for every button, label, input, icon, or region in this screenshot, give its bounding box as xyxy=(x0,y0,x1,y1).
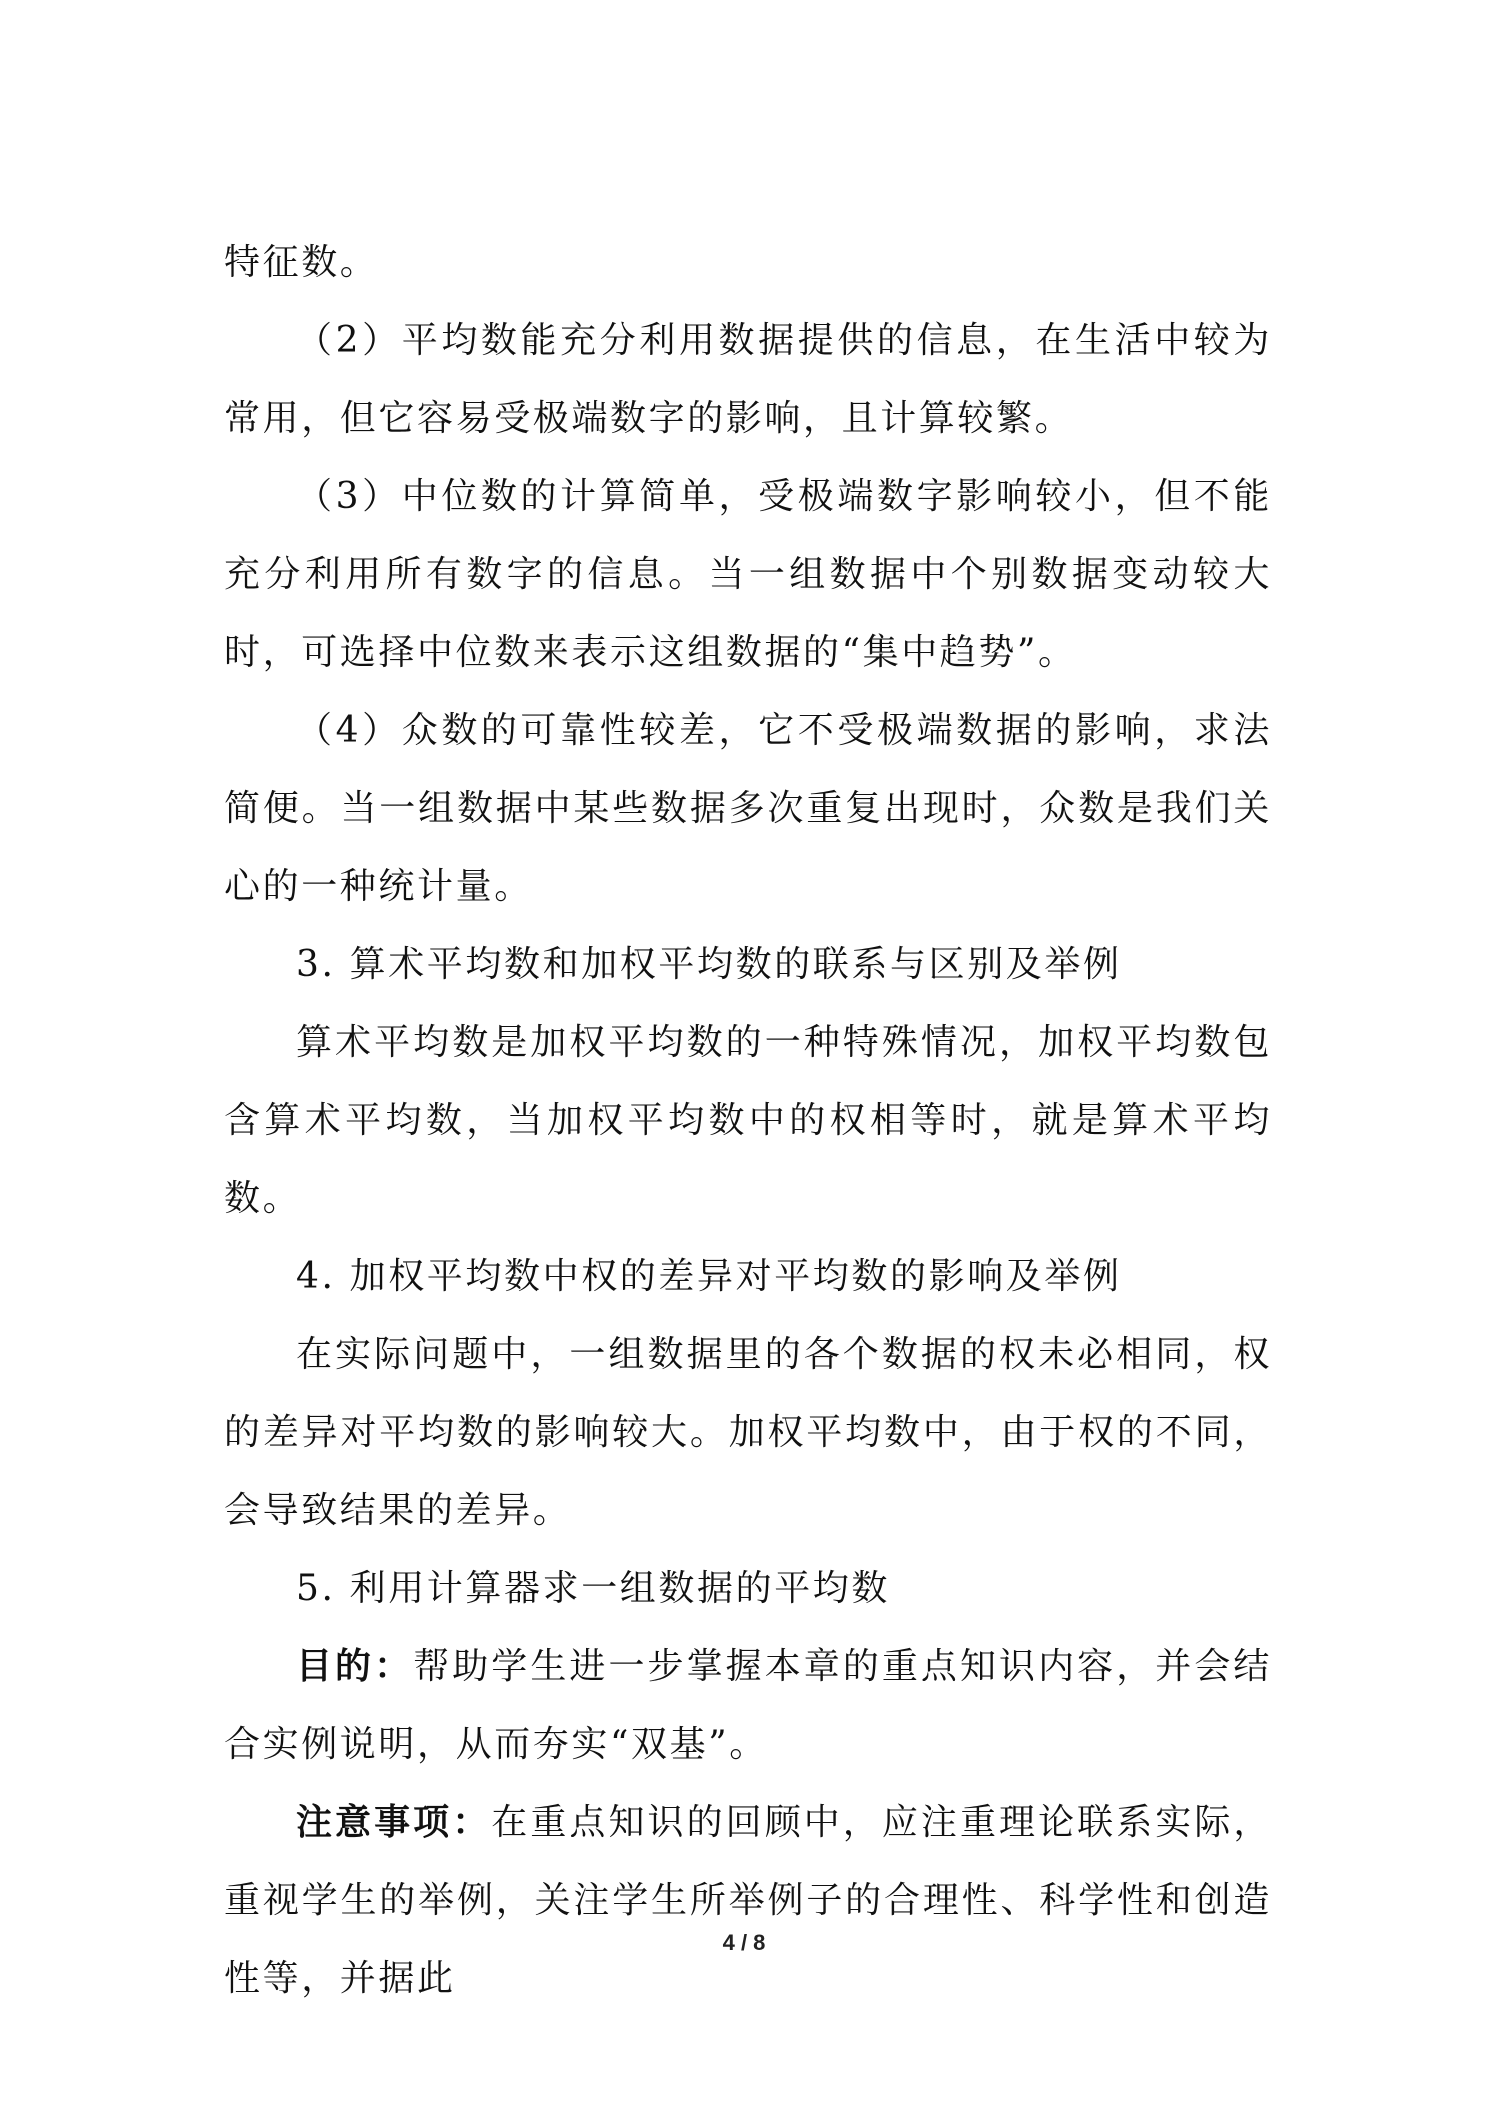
paragraph-weight-difference: 在实际问题中，一组数据里的各个数据的权未必相同，权的差异对平均数的影响较大。加权平均数中，由于权的不同，会导致结果的差异。 xyxy=(224,1334,1272,1531)
page-number: 4 / 8 xyxy=(722,1930,766,1955)
paragraph-median: （3）中位数的计算简单，受极端数字影响较小，但不能充分利用所有数字的信息。当一组数据中个别数据变动较大时，可选择中位数来表示这组数据的“集中趋势”。 xyxy=(224,476,1272,673)
note-text: 在重点知识的回顾中，应注重理论联系实际，重视学生的举例，关注学生所举例子的合理性、科学性和创造性等，并据此 xyxy=(224,1802,1272,1999)
document-body xyxy=(224,224,1272,2018)
paragraph-arithmetic-weighted: 算术平均数是加权平均数的一种特殊情况，加权平均数包含算术平均数，当加权平均数中的权相等时，就是算术平均数。 xyxy=(224,1022,1272,1219)
paragraph-feature-number: 特征数。 xyxy=(224,242,379,283)
purpose-text: 帮助学生进一步掌握本章的重点知识内容，并会结合实例说明，从而夯实“双基”。 xyxy=(224,1646,1272,1765)
paragraph-purpose xyxy=(224,1628,1272,1784)
note-label: 注意事项： xyxy=(296,1802,492,1843)
heading-calculator: 5. 利用计算器求一组数据的平均数 xyxy=(296,1568,890,1609)
heading-arithmetic-weighted: 3. 算术平均数和加权平均数的联系与区别及举例 xyxy=(296,944,1122,985)
purpose-label: 目的： xyxy=(296,1646,414,1687)
paragraph-mean: （2）平均数能充分利用数据提供的信息，在生活中较为常用，但它容易受极端数字的影响，且计算较繁。 xyxy=(224,320,1272,439)
paragraph-note xyxy=(224,1784,1272,2018)
paragraph-mode: （4）众数的可靠性较差，它不受极端数据的影响，求法简便。当一组数据中某些数据多次重复出现时，众数是我们关心的一种统计量。 xyxy=(224,710,1272,907)
heading-weight-difference: 4. 加权平均数中权的差异对平均数的影响及举例 xyxy=(296,1256,1122,1297)
